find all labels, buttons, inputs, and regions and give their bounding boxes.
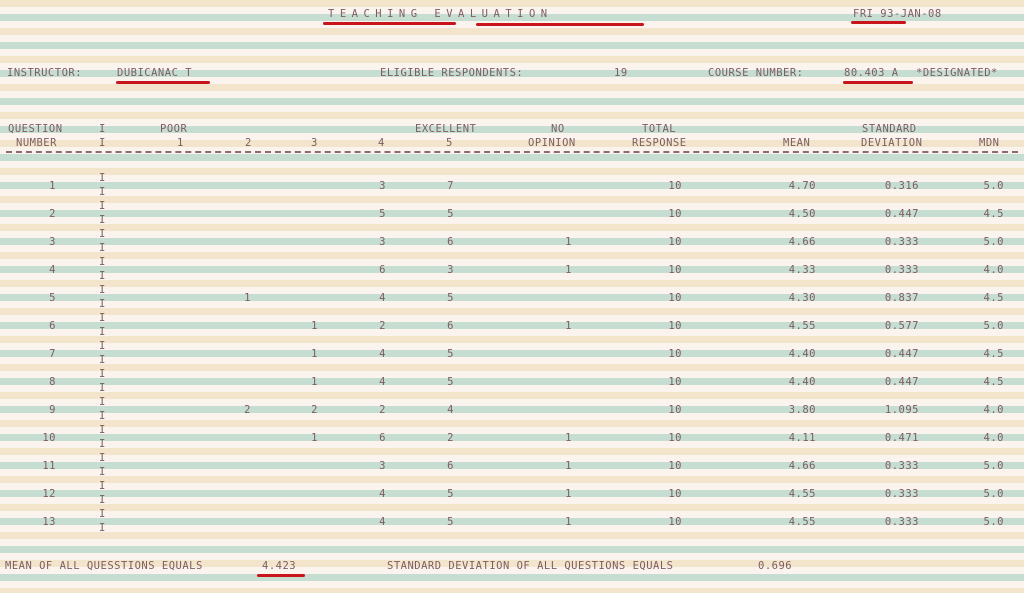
table-row bbox=[0, 256, 1024, 282]
cell-mean: 4.40 bbox=[788, 348, 816, 360]
mean-underline bbox=[257, 574, 305, 577]
cell-score-4: 3 bbox=[379, 236, 386, 248]
instructor-label: INSTRUCTOR: bbox=[7, 67, 83, 79]
row-separator: I bbox=[99, 424, 106, 436]
table-row bbox=[0, 508, 1024, 534]
row-separator: I bbox=[99, 326, 106, 338]
cell-total-response: 10 bbox=[668, 460, 682, 472]
cell-mean: 3.80 bbox=[788, 404, 816, 416]
col-score-1: 1 bbox=[177, 137, 184, 149]
cell-score-2: 1 bbox=[244, 292, 251, 304]
cell-median: 5.0 bbox=[983, 180, 1004, 192]
mean-all-value: 4.423 bbox=[262, 560, 297, 572]
col-score-2: 2 bbox=[245, 137, 252, 149]
row-separator: I bbox=[99, 494, 106, 506]
cell-no-opinion: 1 bbox=[565, 460, 572, 472]
row-separator: I bbox=[99, 340, 106, 352]
row-separator: I bbox=[99, 186, 106, 198]
cell-median: 4.5 bbox=[983, 376, 1004, 388]
table-row bbox=[0, 228, 1024, 254]
cell-score-5: 5 bbox=[447, 488, 454, 500]
cell-question: 6 bbox=[49, 320, 56, 332]
col-question-1: QUESTION bbox=[8, 123, 63, 135]
cell-score-3: 1 bbox=[311, 376, 318, 388]
cell-mean: 4.55 bbox=[788, 320, 816, 332]
cell-std-deviation: 0.333 bbox=[884, 516, 919, 528]
col-std-2: DEVIATION bbox=[861, 137, 923, 149]
row-separator: I bbox=[99, 396, 106, 408]
designated-label: *DESIGNATED* bbox=[916, 67, 998, 79]
row-separator: I bbox=[99, 284, 106, 296]
cell-no-opinion: 1 bbox=[565, 320, 572, 332]
row-separator: I bbox=[99, 480, 106, 492]
cell-median: 4.5 bbox=[983, 292, 1004, 304]
cell-total-response: 10 bbox=[668, 236, 682, 248]
cell-std-deviation: 1.095 bbox=[884, 404, 919, 416]
cell-score-4: 5 bbox=[379, 208, 386, 220]
cell-score-4: 4 bbox=[379, 516, 386, 528]
cell-mean: 4.66 bbox=[788, 460, 816, 472]
cell-median: 4.0 bbox=[983, 404, 1004, 416]
cell-score-4: 4 bbox=[379, 488, 386, 500]
table-row bbox=[0, 340, 1024, 366]
header-divider bbox=[6, 151, 1018, 153]
cell-median: 5.0 bbox=[983, 320, 1004, 332]
row-separator: I bbox=[99, 298, 106, 310]
cell-no-opinion: 1 bbox=[565, 488, 572, 500]
cell-total-response: 10 bbox=[668, 488, 682, 500]
row-separator: I bbox=[99, 354, 106, 366]
table-row bbox=[0, 200, 1024, 226]
row-separator: I bbox=[99, 200, 106, 212]
cell-question: 13 bbox=[42, 516, 56, 528]
cell-score-3: 1 bbox=[311, 320, 318, 332]
table-row bbox=[0, 312, 1024, 338]
col-score-4: 4 bbox=[378, 137, 385, 149]
cell-mean: 4.40 bbox=[788, 376, 816, 388]
cell-total-response: 10 bbox=[668, 348, 682, 360]
cell-no-opinion: 1 bbox=[565, 432, 572, 444]
course-number-value: 80.403 A bbox=[844, 67, 899, 79]
row-separator: I bbox=[99, 522, 106, 534]
cell-question: 8 bbox=[49, 376, 56, 388]
cell-score-4: 4 bbox=[379, 348, 386, 360]
row-separator: I bbox=[99, 410, 106, 422]
cell-score-5: 5 bbox=[447, 292, 454, 304]
row-separator: I bbox=[99, 466, 106, 478]
cell-median: 5.0 bbox=[983, 488, 1004, 500]
cell-total-response: 10 bbox=[668, 404, 682, 416]
cell-score-4: 3 bbox=[379, 460, 386, 472]
cell-no-opinion: 1 bbox=[565, 264, 572, 276]
sd-all-label: STANDARD DEVIATION OF ALL QUESTIONS EQUALS bbox=[387, 560, 674, 572]
instructor-underline bbox=[116, 81, 210, 84]
cell-score-5: 5 bbox=[447, 516, 454, 528]
cell-score-5: 5 bbox=[447, 376, 454, 388]
col-score-5: 5 bbox=[446, 137, 453, 149]
cell-score-5: 5 bbox=[447, 208, 454, 220]
cell-total-response: 10 bbox=[668, 376, 682, 388]
cell-total-response: 10 bbox=[668, 208, 682, 220]
instructor-name: DUBICANAC T bbox=[117, 67, 193, 79]
cell-mean: 4.30 bbox=[788, 292, 816, 304]
row-separator: I bbox=[99, 228, 106, 240]
cell-question: 7 bbox=[49, 348, 56, 360]
cell-question: 11 bbox=[42, 460, 56, 472]
table-row bbox=[0, 368, 1024, 394]
col-mdn: MDN bbox=[979, 137, 1000, 149]
row-separator: I bbox=[99, 256, 106, 268]
cell-median: 5.0 bbox=[983, 516, 1004, 528]
cell-total-response: 10 bbox=[668, 264, 682, 276]
cell-score-4: 2 bbox=[379, 320, 386, 332]
row-separator: I bbox=[99, 452, 106, 464]
course-number-label: COURSE NUMBER: bbox=[708, 67, 804, 79]
date-underline bbox=[851, 21, 906, 24]
report-title: TEACHING EVALUATION bbox=[328, 8, 553, 20]
cell-question: 10 bbox=[42, 432, 56, 444]
col-no-opinion-1: NO bbox=[551, 123, 565, 135]
table-row bbox=[0, 396, 1024, 422]
cell-std-deviation: 0.333 bbox=[884, 236, 919, 248]
col-separator-2: I bbox=[99, 137, 106, 149]
cell-median: 4.5 bbox=[983, 348, 1004, 360]
col-no-opinion-2: OPINION bbox=[528, 137, 576, 149]
row-separator: I bbox=[99, 368, 106, 380]
cell-median: 4.0 bbox=[983, 432, 1004, 444]
col-mean: MEAN bbox=[783, 137, 811, 149]
cell-std-deviation: 0.447 bbox=[884, 376, 919, 388]
course-underline bbox=[843, 81, 913, 84]
cell-score-3: 1 bbox=[311, 348, 318, 360]
col-question-2: NUMBER bbox=[16, 137, 57, 149]
cell-score-5: 5 bbox=[447, 348, 454, 360]
cell-std-deviation: 0.333 bbox=[884, 488, 919, 500]
row-separator: I bbox=[99, 172, 106, 184]
cell-score-5: 7 bbox=[447, 180, 454, 192]
col-total-1: TOTAL bbox=[642, 123, 677, 135]
col-separator-1: I bbox=[99, 123, 106, 135]
col-score-3: 3 bbox=[311, 137, 318, 149]
cell-std-deviation: 0.447 bbox=[884, 208, 919, 220]
cell-std-deviation: 0.471 bbox=[884, 432, 919, 444]
cell-score-5: 6 bbox=[447, 320, 454, 332]
row-separator: I bbox=[99, 214, 106, 226]
cell-std-deviation: 0.447 bbox=[884, 348, 919, 360]
cell-median: 5.0 bbox=[983, 236, 1004, 248]
cell-std-deviation: 0.577 bbox=[884, 320, 919, 332]
col-excellent: EXCELLENT bbox=[415, 123, 477, 135]
cell-score-4: 6 bbox=[379, 264, 386, 276]
cell-mean: 4.55 bbox=[788, 516, 816, 528]
cell-mean: 4.11 bbox=[788, 432, 816, 444]
report-date: FRI 93-JAN-08 bbox=[853, 8, 942, 20]
row-separator: I bbox=[99, 508, 106, 520]
row-separator: I bbox=[99, 270, 106, 282]
cell-score-3: 1 bbox=[311, 432, 318, 444]
eligible-respondents-value: 19 bbox=[614, 67, 628, 79]
cell-median: 5.0 bbox=[983, 460, 1004, 472]
cell-score-5: 6 bbox=[447, 460, 454, 472]
cell-score-5: 3 bbox=[447, 264, 454, 276]
cell-question: 2 bbox=[49, 208, 56, 220]
cell-total-response: 10 bbox=[668, 432, 682, 444]
row-separator: I bbox=[99, 382, 106, 394]
col-total-2: RESPONSE bbox=[632, 137, 687, 149]
cell-std-deviation: 0.333 bbox=[884, 264, 919, 276]
cell-no-opinion: 1 bbox=[565, 236, 572, 248]
col-poor: POOR bbox=[160, 123, 188, 135]
cell-question: 9 bbox=[49, 404, 56, 416]
sd-all-value: 0.696 bbox=[758, 560, 793, 572]
cell-mean: 4.70 bbox=[788, 180, 816, 192]
cell-mean: 4.55 bbox=[788, 488, 816, 500]
cell-mean: 4.66 bbox=[788, 236, 816, 248]
col-std-1: STANDARD bbox=[862, 123, 917, 135]
table-row bbox=[0, 284, 1024, 310]
cell-median: 4.0 bbox=[983, 264, 1004, 276]
cell-std-deviation: 0.316 bbox=[884, 180, 919, 192]
cell-score-2: 2 bbox=[244, 404, 251, 416]
cell-median: 4.5 bbox=[983, 208, 1004, 220]
cell-score-4: 4 bbox=[379, 376, 386, 388]
mean-all-label: MEAN OF ALL QUESSTIONS EQUALS bbox=[5, 560, 203, 572]
eligible-respondents-label: ELIGIBLE RESPONDENTS: bbox=[380, 67, 524, 79]
cell-score-4: 6 bbox=[379, 432, 386, 444]
cell-std-deviation: 0.333 bbox=[884, 460, 919, 472]
cell-total-response: 10 bbox=[668, 320, 682, 332]
cell-mean: 4.50 bbox=[788, 208, 816, 220]
cell-score-4: 3 bbox=[379, 180, 386, 192]
cell-score-5: 4 bbox=[447, 404, 454, 416]
table-row bbox=[0, 172, 1024, 198]
cell-total-response: 10 bbox=[668, 180, 682, 192]
cell-question: 4 bbox=[49, 264, 56, 276]
cell-score-5: 6 bbox=[447, 236, 454, 248]
cell-question: 3 bbox=[49, 236, 56, 248]
cell-total-response: 10 bbox=[668, 516, 682, 528]
cell-score-3: 2 bbox=[311, 404, 318, 416]
row-separator: I bbox=[99, 242, 106, 254]
cell-question: 1 bbox=[49, 180, 56, 192]
cell-question: 5 bbox=[49, 292, 56, 304]
title-underline-1 bbox=[323, 22, 456, 25]
table-row bbox=[0, 480, 1024, 506]
row-separator: I bbox=[99, 312, 106, 324]
cell-total-response: 10 bbox=[668, 292, 682, 304]
row-separator: I bbox=[99, 438, 106, 450]
table-row bbox=[0, 424, 1024, 450]
cell-std-deviation: 0.837 bbox=[884, 292, 919, 304]
cell-score-5: 2 bbox=[447, 432, 454, 444]
cell-mean: 4.33 bbox=[788, 264, 816, 276]
cell-score-4: 4 bbox=[379, 292, 386, 304]
cell-question: 12 bbox=[42, 488, 56, 500]
cell-no-opinion: 1 bbox=[565, 516, 572, 528]
title-underline-2 bbox=[476, 23, 644, 26]
table-row bbox=[0, 452, 1024, 478]
cell-score-4: 2 bbox=[379, 404, 386, 416]
